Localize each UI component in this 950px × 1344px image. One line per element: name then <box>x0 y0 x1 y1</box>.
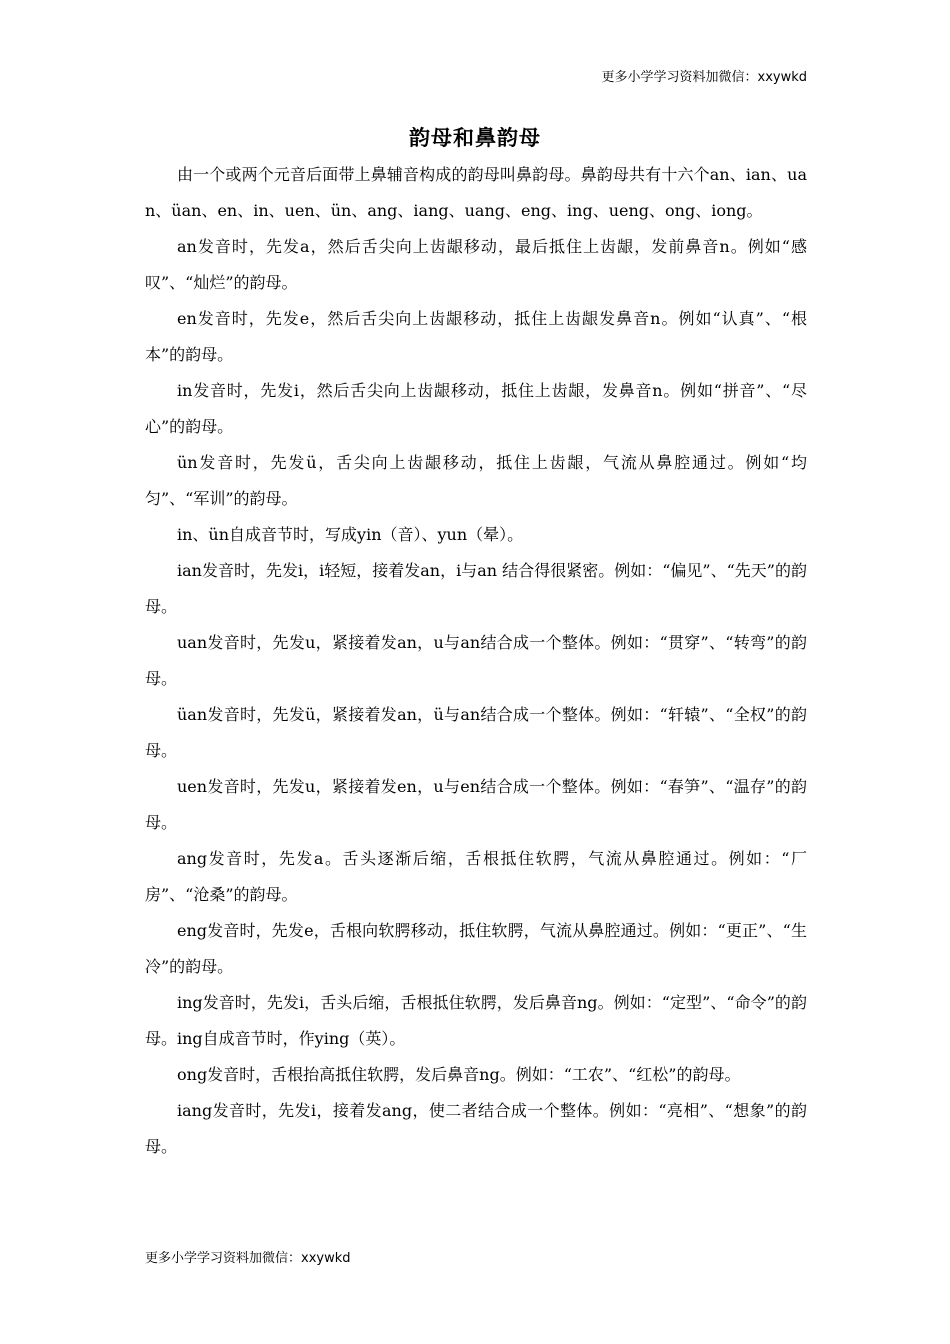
page-title: 韵母和鼻韵母 <box>409 126 541 150</box>
paragraph: ian发音时，先发i，i轻短，接着发an，i与an 结合得很紧密。例如：“偏见”、“先天”的韵母。 <box>145 561 807 616</box>
paragraph: ang发音时，先发a。舌头逐渐后缩，舌根抵住软腭，气流从鼻腔通过。例如：“厂房”、“沧桑”的韵母。 <box>145 849 807 904</box>
footer-note: 更多小学学习资料加微信：xxywkd <box>145 1251 351 1266</box>
paragraph: an发音时，先发a，然后舌尖向上齿龈移动，最后抵住上齿龈，发前鼻音n。例如“感叹”、“灿烂”的韵母。 <box>145 237 807 292</box>
paragraph: ing发音时，先发i，舌头后缩，舌根抵住软腭，发后鼻音ng。例如：“定型”、“命令”的韵母。ing自成音节时，作ying（英）。 <box>145 993 807 1048</box>
paragraph: üan发音时，先发ü，紧接着发an，ü与an结合成一个整体。例如：“轩辕”、“全权”的韵母。 <box>145 705 807 760</box>
paragraph: in发音时，先发i，然后舌尖向上齿龈移动，抵住上齿龈，发鼻音n。例如“拼音”、“尽心”的韵母。 <box>145 381 807 436</box>
paragraph: uan发音时，先发u，紧接着发an，u与an结合成一个整体。例如：“贯穿”、“转弯”的韵母。 <box>145 633 807 688</box>
paragraph: en发音时，先发e，然后舌尖向上齿龈移动，抵住上齿龈发鼻音n。例如“认真”、“根本”的韵母。 <box>145 309 807 364</box>
paragraph: uen发音时，先发u，紧接着发en，u与en结合成一个整体。例如：“春笋”、“温存”的韵母。 <box>145 777 807 832</box>
document-body <box>145 157 807 1165</box>
paragraph: ün发音时，先发ü，舌尖向上齿龈移动，抵住上齿龈，气流从鼻腔通过。例如“均匀”、“军训”的韵母。 <box>145 453 807 508</box>
paragraph: 由一个或两个元音后面带上鼻辅音构成的韵母叫鼻韵母。鼻韵母共有十六个an、ian、uan、üan、en、in、uen、ün、ang、iang、uang、eng、ing、ueng、ong、iong。 <box>145 165 807 220</box>
paragraph: eng发音时，先发e，舌根向软腭移动，抵住软腭，气流从鼻腔通过。例如：“更正”、“生冷”的韵母。 <box>145 921 807 976</box>
header-note: 更多小学学习资料加微信：xxywkd <box>601 70 807 85</box>
paragraph: iang发音时，先发i，接着发ang，使二者结合成一个整体。例如：“亮相”、“想象”的韵母。 <box>145 1101 807 1156</box>
paragraph: ong发音时，舌根抬高抵住软腭，发后鼻音ng。例如：“工农”、“红松”的韵母。 <box>177 1065 741 1084</box>
paragraph: in、ün自成音节时，写成yin（音）、yun（晕）。 <box>177 525 524 544</box>
